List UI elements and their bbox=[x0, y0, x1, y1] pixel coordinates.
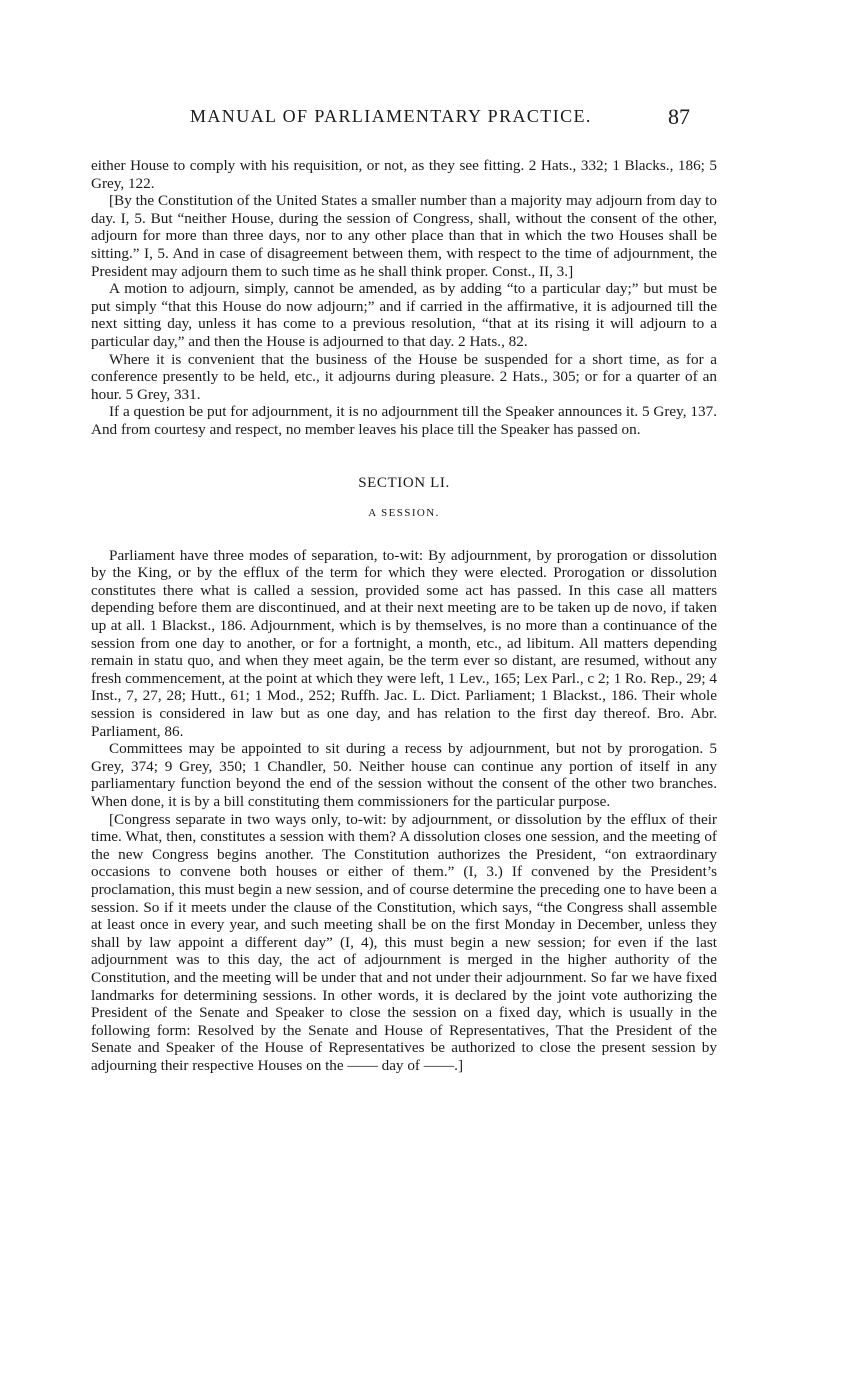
running-head bbox=[0, 106, 859, 136]
paragraph: Where it is convenient that the business of the House be suspended for a short time, as for a conference presently to be held, etc., it adjourns during pleasure. 2 Hats., 305; or for a quarter of an hour. 5 Grey, 331. bbox=[91, 350, 717, 403]
paragraph: A motion to adjourn, simply, cannot be amended, as by adding “to a particular day;” but must be put simply “that this House do now adjourn;” and if carried in the affirmative, it is adjourned till the next sitting day, unless it has come to a previous resolution, “that at its rising it will adjourn to a particular day,” and then the House is adjourned to that day. 2 Hats., 82. bbox=[91, 280, 717, 350]
page-number: 87 bbox=[668, 104, 690, 129]
paragraph: Committees may be appointed to sit during a recess by adjournment, but not by prorogation. 5 Grey, 374; 9 Grey, 350; 1 Chandler, 50. Neither house can continue any portion of itself in any parliamentary function beyond the end of the session without the consent of the other two branches. When done, it is by a bill constituting them commissioners for the particular purpose. bbox=[91, 740, 717, 810]
paragraph: either House to comply with his requisition, or not, as they see fitting. 2 Hats., 332; 1 Blacks., 186; 5 Grey, 122. bbox=[91, 157, 717, 192]
section-heading: SECTION LI. bbox=[358, 474, 450, 491]
paragraph: [By the Constitution of the United States a smaller number than a majority may adjourn from day to day. I, 5. But “neither House, during the session of Congress, shall, without the consent of the other, adjourn for more than three days, nor to any other place than that in which the two Houses shall be sitting.” I, 5. And in case of disagreement between them, with respect to the time of adjournment, the President may adjourn them to such time as he shall think proper. Const., II, 3.] bbox=[91, 192, 717, 280]
body-text bbox=[91, 157, 717, 1075]
paragraph: [Congress separate in two ways only, to-wit: by adjournment, or dissolution by the efflux of their time. What, then, constitutes a session with them? A dissolution closes one session, and the meeting of the new Congress begins another. The Constitution authorizes the President, “on extraordinary occasions to convene both houses or either of them.” (I, 3.) If convened by the President’s proclamation, this must begin a new session, and of course determine the preceding one to have been a session. So if it meets under the clause of the Constitution, which says, “the Congress shall assemble at least once in every year, and such meeting shall be on the first Monday in December, unless they shall by law appoint a different day” (I, 4), this must begin a new session; for even if the last adjournment was to this day, the act of adjournment is merged in the higher authority of the Constitution, and the meeting will be under that and not under their adjournment. So far we have fixed landmarks for determining sessions. In other words, it is declared by the joint vote authorizing the President of the Senate and Speaker to close the session on a fixed day, which is usually in the following form: Resolved by the Senate and House of Representatives, That the President of the Senate and Speaker of the House of Representatives be authorized to close the present session by adjourning their respective Houses on the —— day of ——.] bbox=[91, 810, 717, 1074]
running-title: MANUAL OF PARLIAMENTARY PRACTICE. bbox=[190, 106, 592, 126]
section-subheading: A SESSION. bbox=[368, 507, 440, 520]
paragraph: Parliament have three modes of separation, to-wit: By adjournment, by prorogation or dissolution by the King, or by the efflux of the term for which they were elected. Prorogation or dissolution constitutes there what is called a session, provided some act has passed. In this case all matters depending before them are discontinued, and at their next meeting are to be taken up de novo, if taken up at all. 1 Blackst., 186. Adjournment, which is by themselves, is no more than a continuance of the session from one day to another, or for a fortnight, a month, etc., ad libitum. All matters depending remain in statu quo, and when they meet again, be the term ever so distant, are resumed, without any fresh commencement, at the point at which they were left, 1 Lev., 165; Lex Parl., c 2; 1 Ro. Rep., 29; 4 Inst., 7, 27, 28; Hutt., 61; 1 Mod., 252; Ruffh. Jac. L. Dict. Parliament; 1 Blackst., 186. Their whole session is considered in law but as one day, and has relation to the first day thereof. Bro. Abr. Parliament, 86. bbox=[91, 546, 717, 740]
paragraph: If a question be put for adjournment, it is no adjournment till the Speaker announces it. 5 Grey, 137. And from courtesy and respect, no member leaves his place till the Speaker has passed on. bbox=[91, 403, 717, 438]
